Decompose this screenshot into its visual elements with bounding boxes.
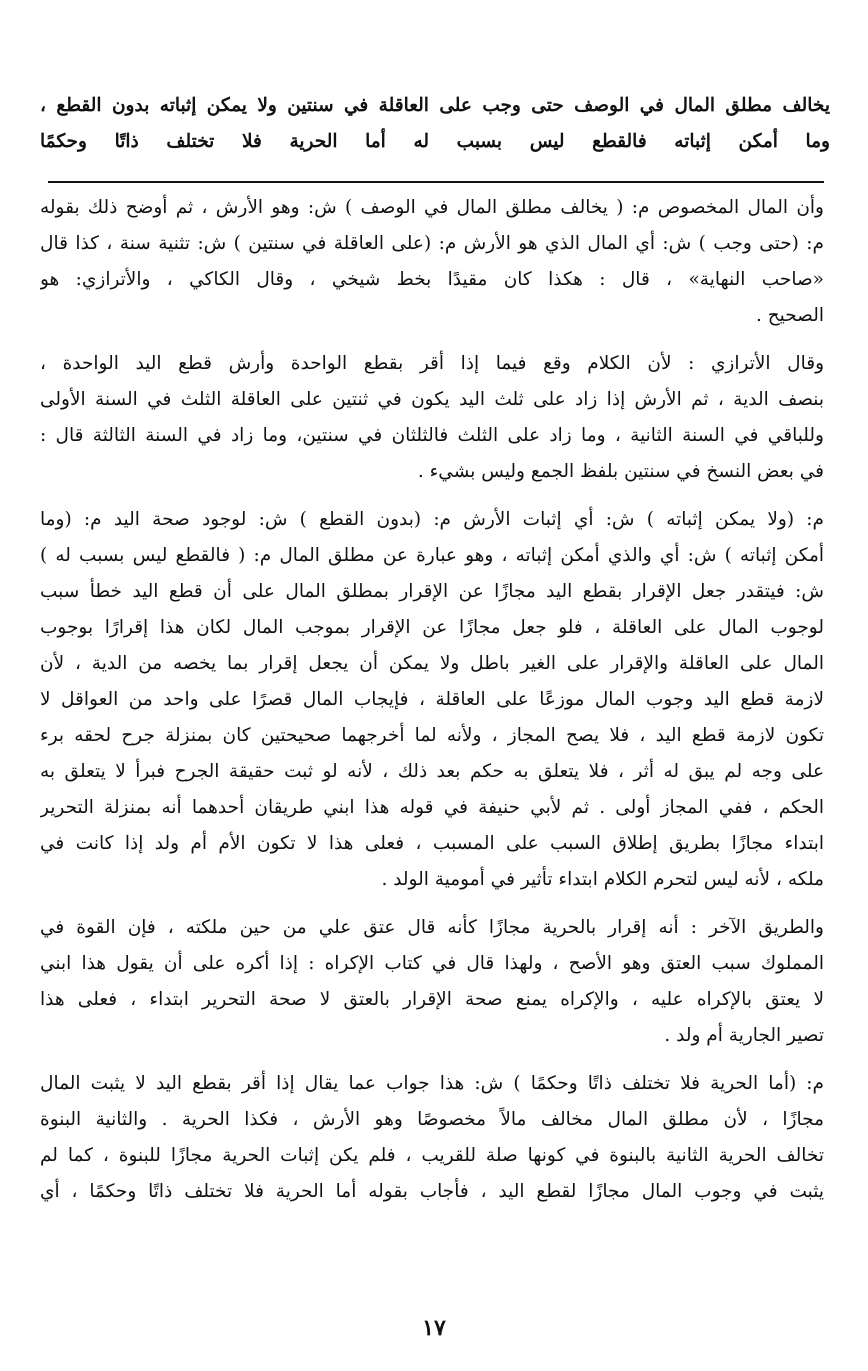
paragraph — [40, 502, 824, 898]
text-line: لوجوب المال على العاقلة ، فلو جعل مجازًا عن الإقرار بموجب المال لكان هذا إقرارًا بوجوب — [40, 617, 824, 638]
text-line: تصير الجارية أم ولد . — [664, 1025, 824, 1046]
text-line: بنصف الدية ، ثم الأرش إذا زاد على ثلث اليد يكون في ثنتين على العاقلة الثلث في السنة الأولى — [40, 389, 824, 410]
text-line: المال على العاقلة والإقرار على الغير باطل ولا يمكن أن يجعل إقرار بما يخصه من الدية ، لأن — [40, 653, 824, 674]
text-line: أمكن إثباته ) ش: أي والذي أمكن إثباته ، وهو عبارة عن مطلق المال م: ( فالقطع ليس بسبب له ) — [40, 545, 824, 566]
text-line: م: (أما الحرية فلا تختلف ذاتًا وحكمًا ) ش: هذا جواب عما يقال إذا أقر بقطع اليد لا يثبت المال — [40, 1073, 824, 1094]
text-line: م: (ولا يمكن إثباته ) ش: أي إثبات الأرش م: (بدون القطع ) ش: لوجود صحة اليد م: (وما — [40, 509, 824, 530]
matn-text — [40, 88, 830, 160]
text-line: الصحيح . — [755, 305, 824, 326]
text-line: وللباقي في السنة الثانية ، وما زاد على الثلث فالثلثان في سنتين، وما زاد في السنة الثالثة قال : — [40, 425, 824, 446]
text-line: على وجه لم يبق له أثر ، فلا يتعلق به حكم بعد ذلك ، لأنه لو ثبت حقيقة الجرح فبرأ لا يتعلق به — [40, 761, 824, 782]
text-line: المملوك سبب العتق وهو الأصح ، ولهذا قال في كتاب الإكراه : إذا أكره على أن يقول هذا ابني — [40, 953, 824, 974]
text-line: وقال الأترازي : لأن الكلام وقع فيما إذا أقر بقطع الواحدة وأرش قطع اليد الواحدة ، — [40, 353, 824, 374]
paragraph — [40, 190, 824, 334]
text-line: لازمة قطع اليد وجوب المال موزعًا على العاقلة ، فإيجاب المال قصرًا على واحد من العواقل لا — [40, 689, 824, 710]
text-line: م: (حتى وجب ) ش: أي المال الذي هو الأرش م: (على العاقلة في سنتين ) ش: تثنية سنة ، كذا قال — [40, 233, 824, 254]
text-line: في بعض النسخ في سنتين بلفظ الجمع وليس بشيء . — [417, 461, 824, 482]
text-line: تكون لازمة قطع اليد ، فلا يصح المجاز ، ولأنه لما أخرجهما صحيحتين كان بمنزلة جرح لحقه برء — [40, 725, 824, 746]
text-line: الحكم ، ففي المجاز أولى . ثم لأبي حنيفة في قوله هذا ابني طريقان أحدهما أنه بمنزلة التحرير — [40, 797, 824, 818]
text-line: وأن المال المخصوص م: ( يخالف مطلق المال في الوصف ) ش: وهو الأرش ، ثم أوضح ذلك بقوله — [40, 197, 824, 218]
separator-rule — [48, 181, 824, 183]
text-line: لا يعتق بالإكراه عليه ، والإكراه يمنع صحة الإقرار بالعتق لا صحة التحرير ابتداء ، فعلى هذا — [40, 989, 824, 1010]
matn-line: وما أمكن إثباته فالقطع ليس بسبب له أما الحرية فلا تختلف ذاتًا وحكمًا — [40, 131, 830, 152]
commentary-text — [40, 190, 824, 1222]
page-number: ١٧ — [422, 1315, 446, 1341]
text-line: والطريق الآخر : أنه إقرار بالحرية مجازًا كأنه قال عتق علي من حين ملكته ، فإن القوة في — [40, 917, 824, 938]
text-line: ابتداء مجازًا بطريق إطلاق السبب على المسبب ، فعلى هذا لا تكون الأم أم ولد إذا كانت في — [40, 833, 824, 854]
text-line: مجازًا ، لأن مطلق المال مخالف مالاً مخصوصًا وهو الأرش ، فكذا الحرية . والثانية البنوة — [40, 1109, 824, 1130]
text-line: ملكه ، لأنه ليس لتحرم الكلام ابتداء تأثير في أمومية الولد . — [381, 869, 824, 890]
paragraph — [40, 910, 824, 1054]
text-line: ش: فيتقدر جعل الإقرار بقطع اليد مجازًا عن الإقرار بمطلق المال على أن قطع اليد خطأ سبب — [40, 581, 824, 602]
paragraph — [40, 346, 824, 490]
text-line: «صاحب النهاية» ، قال : هكذا كان مقيدًا بخط شيخي ، وقال الكاكي ، والأترازي: هو — [40, 269, 824, 290]
paragraph — [40, 1066, 824, 1210]
text-line: يثبت في وجوب المال مجازًا لقطع اليد ، فأجاب بقوله أما الحرية فلا تختلف ذاتًا وحكمًا ، أي — [40, 1181, 824, 1202]
text-line: تخالف الحرية الثانية بالبنوة في كونها صلة للقريب ، فلم يكن إثبات الحرية مجازًا للبنوة ، كما لم — [40, 1145, 824, 1166]
matn-line: يخالف مطلق المال في الوصف حتى وجب على العاقلة في سنتين ولا يمكن إثباته بدون القطع ، — [40, 95, 830, 116]
